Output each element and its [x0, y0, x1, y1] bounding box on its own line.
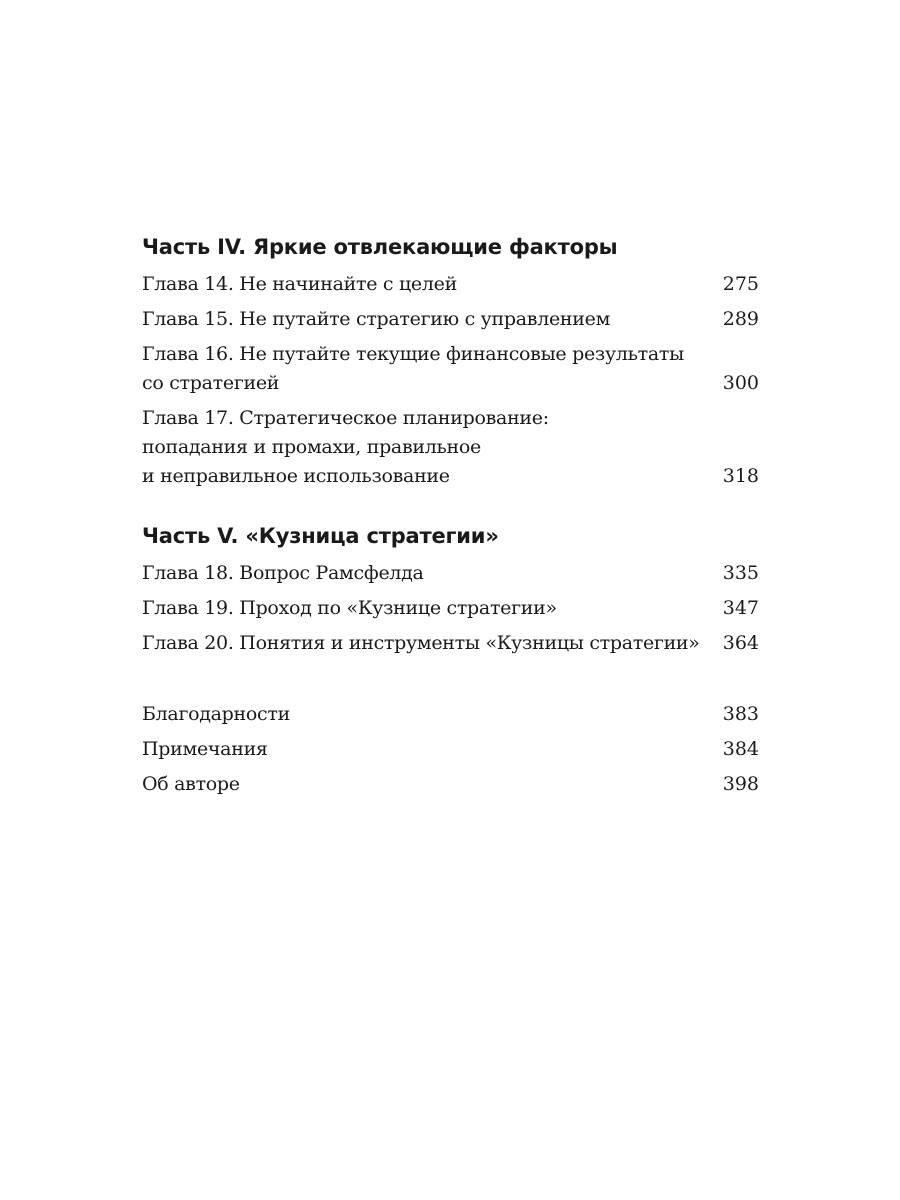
entry-page-number: 300	[722, 372, 759, 394]
toc-entry-acknowledgements[interactable]	[142, 700, 759, 729]
entry-page-number: 335	[722, 562, 759, 584]
toc-entry-chapter-20[interactable]	[142, 629, 759, 658]
entry-title: Примечания	[142, 738, 268, 760]
entry-title: Глава 17. Стратегическое планирование: попадания и промахи, правильное и неправильное использование	[142, 407, 549, 487]
entry-title: Глава 19. Проход по «Кузнице стратегии»	[142, 597, 557, 619]
toc-entry-chapter-18[interactable]	[142, 559, 759, 588]
entry-title: Об авторе	[142, 773, 240, 795]
toc-entry-about-author[interactable]	[142, 770, 759, 799]
entry-page-number: 318	[722, 465, 759, 487]
entry-page-number: 398	[722, 773, 759, 795]
part-4	[142, 232, 759, 491]
toc-entry-chapter-16[interactable]	[142, 340, 759, 398]
toc-entry-notes[interactable]	[142, 735, 759, 764]
part-5	[142, 521, 759, 658]
entry-title: Глава 14. Не начинайте с целей	[142, 273, 457, 295]
entry-page-number: 364	[722, 632, 759, 654]
back-matter	[142, 700, 759, 799]
entry-title: Глава 16. Не путайте текущие финансовые результаты со стратегией	[142, 343, 684, 394]
toc-entry-chapter-14[interactable]	[142, 270, 759, 299]
part-heading: Часть IV. Яркие отвлекающие факторы	[142, 235, 618, 259]
toc-entry-chapter-15[interactable]	[142, 305, 759, 334]
entry-page-number: 347	[722, 597, 759, 619]
toc-entry-chapter-19[interactable]	[142, 594, 759, 623]
entry-page-number: 275	[722, 273, 759, 295]
entry-page-number: 289	[722, 308, 759, 330]
entry-page-number: 384	[722, 738, 759, 760]
entry-title: Глава 20. Понятия и инструменты «Кузницы стратегии»	[142, 632, 700, 654]
table-of-contents	[142, 232, 759, 805]
entry-title: Глава 18. Вопрос Рамсфелда	[142, 562, 424, 584]
part-heading: Часть V. «Кузница стратегии»	[142, 524, 499, 548]
entry-title: Благодарности	[142, 703, 290, 725]
toc-entry-chapter-17[interactable]	[142, 404, 759, 491]
entry-title: Глава 15. Не путайте стратегию с управлением	[142, 308, 611, 330]
entry-page-number: 383	[722, 703, 759, 725]
